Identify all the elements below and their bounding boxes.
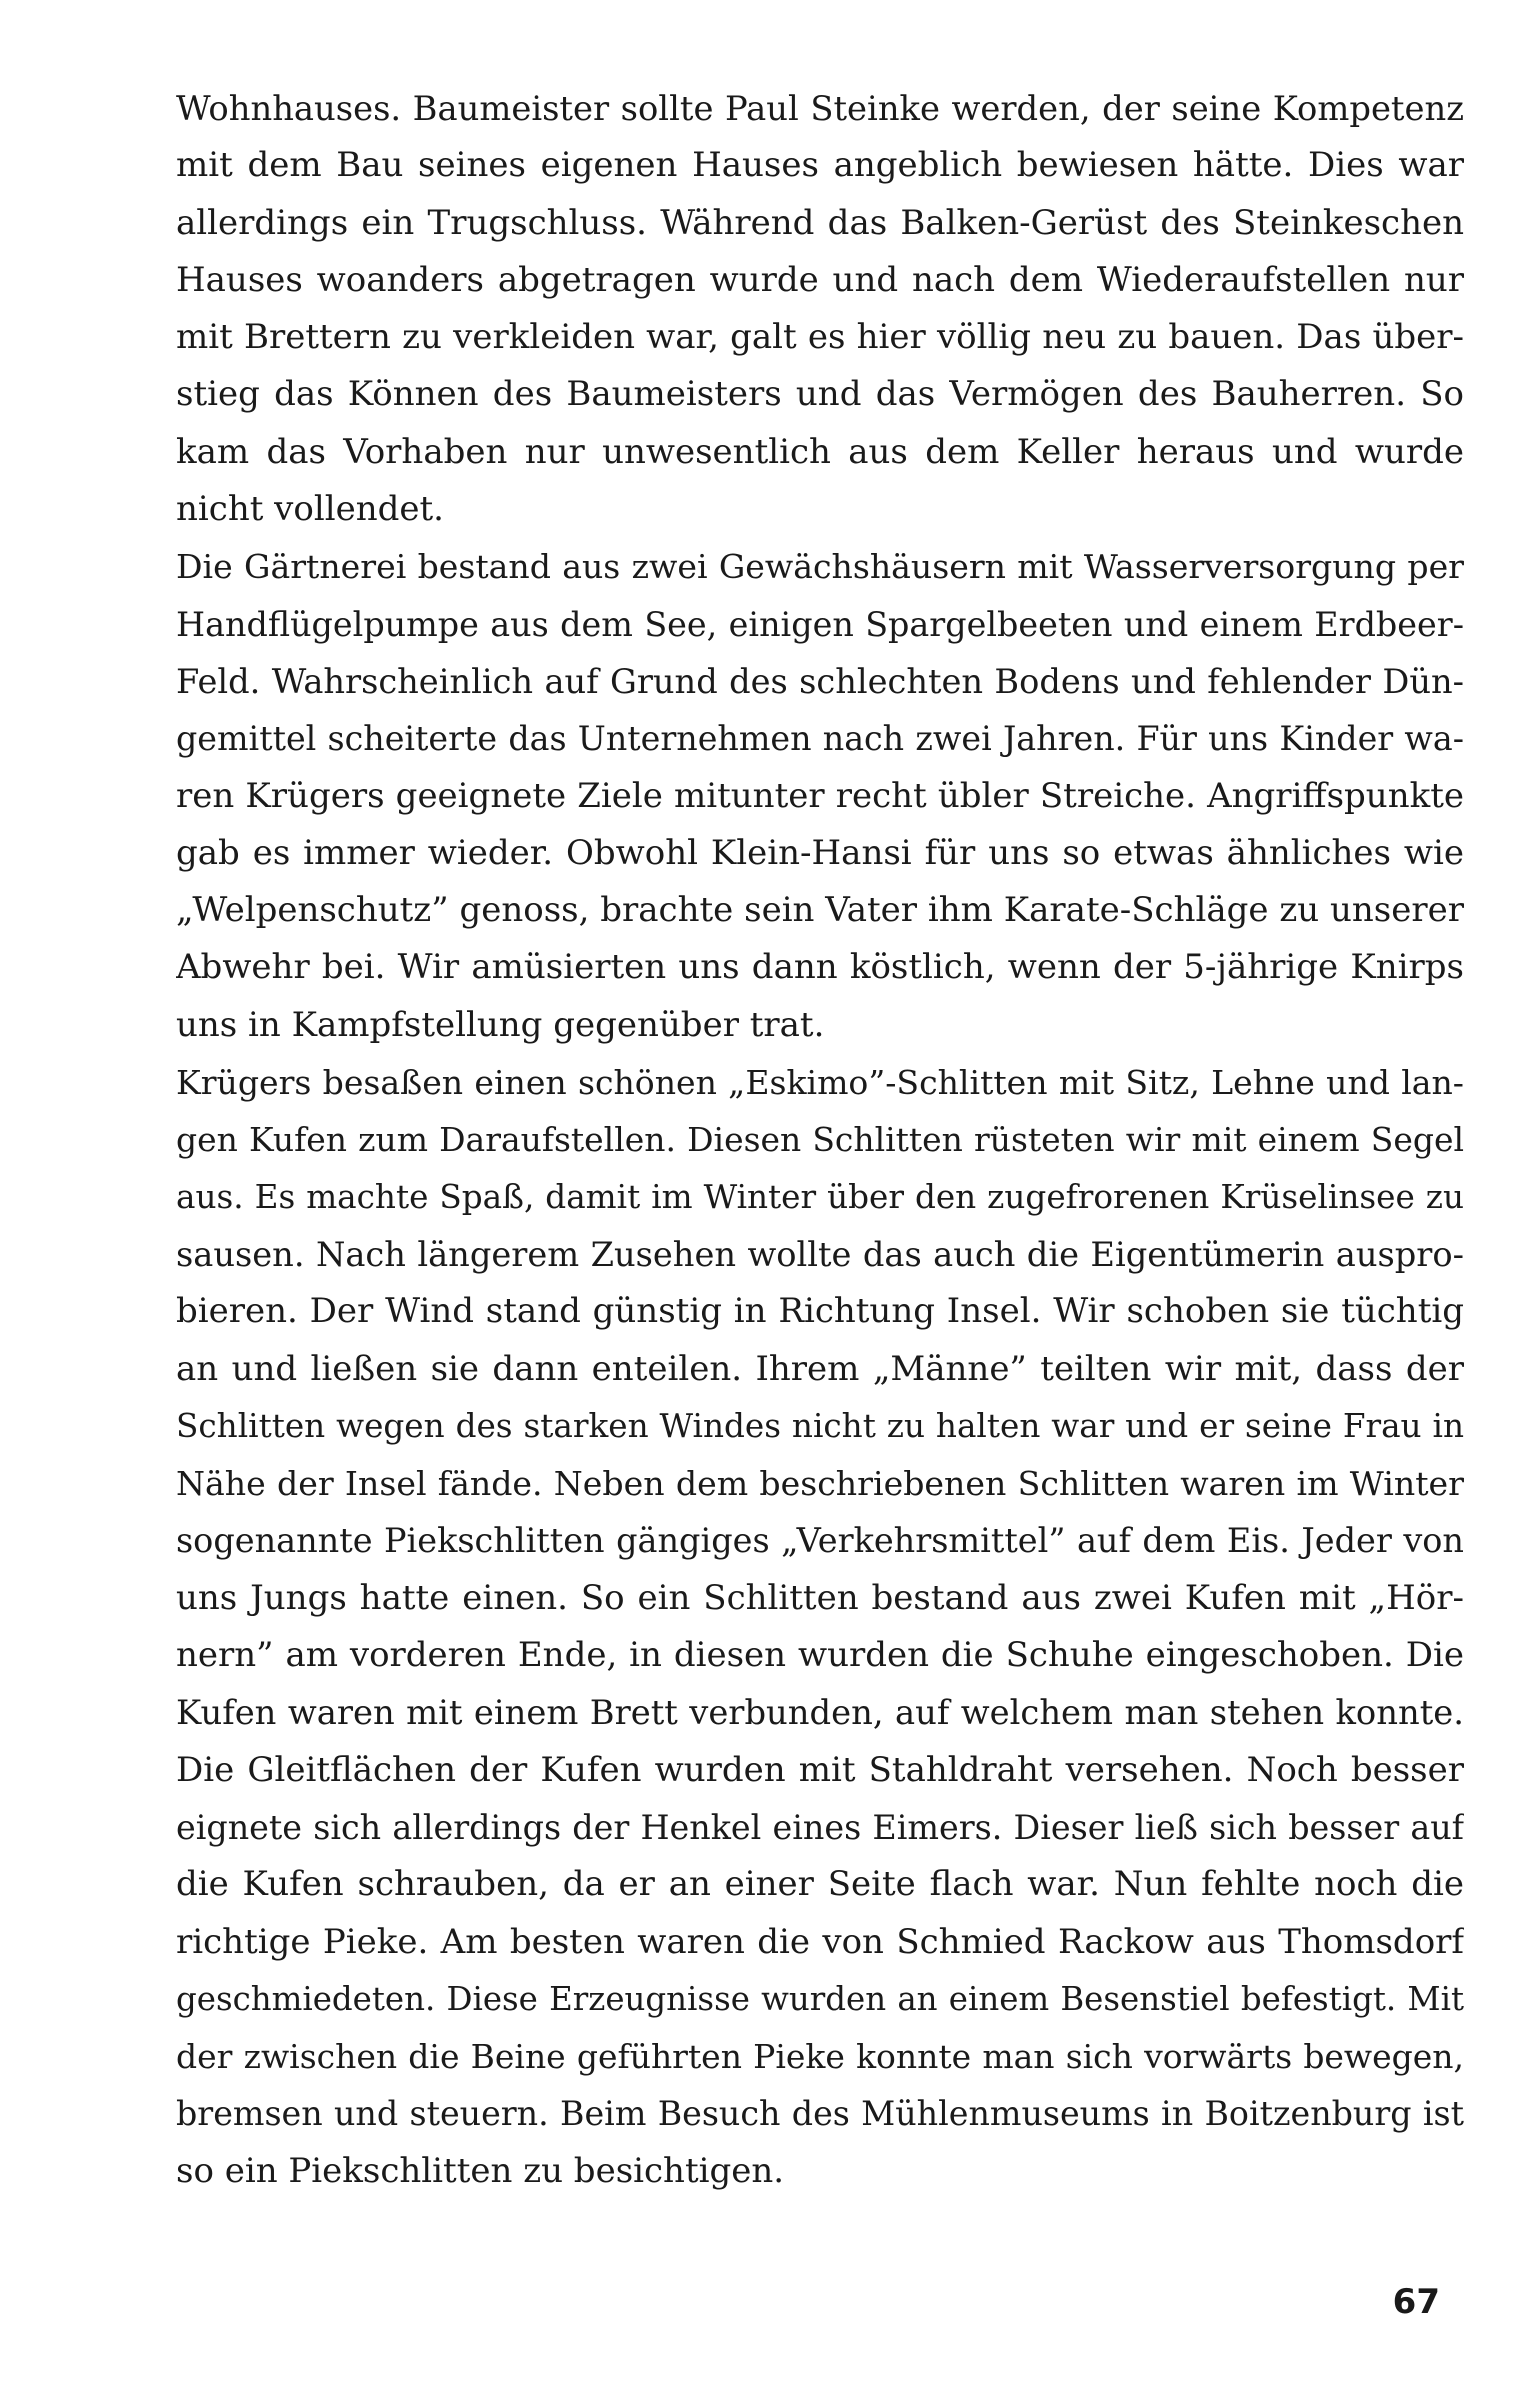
- text-line: bieren. Der Wind stand günstig in Richtung Insel. Wir schoben sie tüchtig: [176, 1291, 1464, 1332]
- text-line: nern” am vorderen Ende, in diesen wurden die Schuhe eingeschoben. Die: [176, 1635, 1464, 1676]
- text-line: kam das Vorhaben nur unwesentlich aus dem Keller heraus und wurde: [176, 431, 1464, 472]
- text-line: aus. Es machte Spaß, damit im Winter über den zugefrorenen Krüselinsee zu: [176, 1177, 1464, 1216]
- text-line: Kufen waren mit einem Brett verbunden, auf welchem man stehen konnte.: [176, 1693, 1464, 1733]
- text-line: gab es immer wieder. Obwohl Klein-Hansi für uns so etwas ähnliches wie: [176, 832, 1464, 873]
- text-line: gemittel scheiterte das Unternehmen nach zwei Jahren. Für uns Kinder wa-: [176, 719, 1464, 759]
- text-line: uns Jungs hatte einen. So ein Schlitten bestand aus zwei Kufen mit „Hör-: [176, 1577, 1464, 1618]
- text-line: allerdings ein Trugschluss. Während das Balken-Gerüst des Steinkeschen: [176, 202, 1464, 243]
- page-number: 67: [1392, 2282, 1440, 2322]
- text-line: Schlitten wegen des starken Windes nicht zu halten war und er seine Frau in: [176, 1406, 1464, 1445]
- text-line: mit Brettern zu verkleiden war, galt es hier völlig neu zu bauen. Das über-: [176, 317, 1464, 358]
- text-line: nicht vollendet.: [176, 489, 444, 530]
- text-line: „Welpenschutz” genoss, brachte sein Vater ihm Karate-Schläge zu unserer: [176, 890, 1464, 931]
- text-line: Hauses woanders abgetragen wurde und nach dem Wiederaufstellen nur: [176, 259, 1464, 300]
- text-line: richtige Pieke. Am besten waren die von Schmied Rackow aus Thomsdorf: [176, 1921, 1464, 1962]
- text-line: so ein Piekschlitten zu besichtigen.: [176, 2150, 785, 2191]
- text-line: ren Krügers geeignete Ziele mitunter recht übler Streiche. Angriffspunkte: [176, 775, 1464, 816]
- text-line: mit dem Bau seines eigenen Hauses angeblich bewiesen hätte. Dies war: [176, 145, 1464, 186]
- text-line: Feld. Wahrscheinlich auf Grund des schlechten Bodens und fehlender Dün-: [176, 661, 1464, 701]
- text-line: Abwehr bei. Wir amüsierten uns dann köstlich, wenn der 5-jährige Knirps: [176, 947, 1464, 988]
- text-line: geschmiedeten. Diese Erzeugnisse wurden an einem Besenstiel befestigt. Mit: [176, 1979, 1464, 2018]
- text-line: an und ließen sie dann enteilen. Ihrem „Männe” teilten wir mit, dass der: [176, 1348, 1464, 1389]
- text-line: Handflügelpumpe aus dem See, einigen Spargelbeeten und einem Erdbeer-: [176, 604, 1464, 644]
- text-line: sausen. Nach längerem Zusehen wollte das auch die Eigentümerin auspro-: [176, 1234, 1464, 1274]
- text-line: gen Kufen zum Daraufstellen. Diesen Schlitten rüsteten wir mit einem Segel: [176, 1120, 1464, 1160]
- text-line: sogenannte Piekschlitten gängiges „Verkehrsmittel” auf dem Eis. Jeder von: [176, 1521, 1464, 1561]
- text-line: Die Gärtnerei bestand aus zwei Gewächshäusern mit Wasserversorgung per: [176, 547, 1464, 587]
- text-line: uns in Kampfstellung gegenüber trat.: [176, 1004, 825, 1045]
- text-line: der zwischen die Beine geführten Pieke konnte man sich vorwärts bewegen,: [176, 2037, 1464, 2077]
- text-line: Nähe der Insel fände. Neben dem beschriebenen Schlitten waren im Winter: [176, 1464, 1464, 1504]
- text-line: Wohnhauses. Baumeister sollte Paul Steinke werden, der seine Kompetenz: [176, 89, 1464, 128]
- text-line: die Kufen schrauben, da er an einer Seite flach war. Nun fehlte noch die: [176, 1864, 1464, 1905]
- body-text: [176, 80, 1464, 2200]
- text-line: bremsen und steuern. Beim Besuch des Mühlenmuseums in Boitzenburg ist: [176, 2094, 1464, 2134]
- text-line: eignete sich allerdings der Henkel eines Eimers. Dieser ließ sich besser auf: [176, 1807, 1464, 1847]
- text-line: stieg das Können des Baumeisters und das Vermögen des Bauherren. So: [176, 374, 1464, 415]
- text-line: Krügers besaßen einen schönen „Eskimo”-Schlitten mit Sitz, Lehne und lan-: [176, 1063, 1464, 1103]
- text-line: Die Gleitflächen der Kufen wurden mit Stahldraht versehen. Noch besser: [176, 1749, 1464, 1790]
